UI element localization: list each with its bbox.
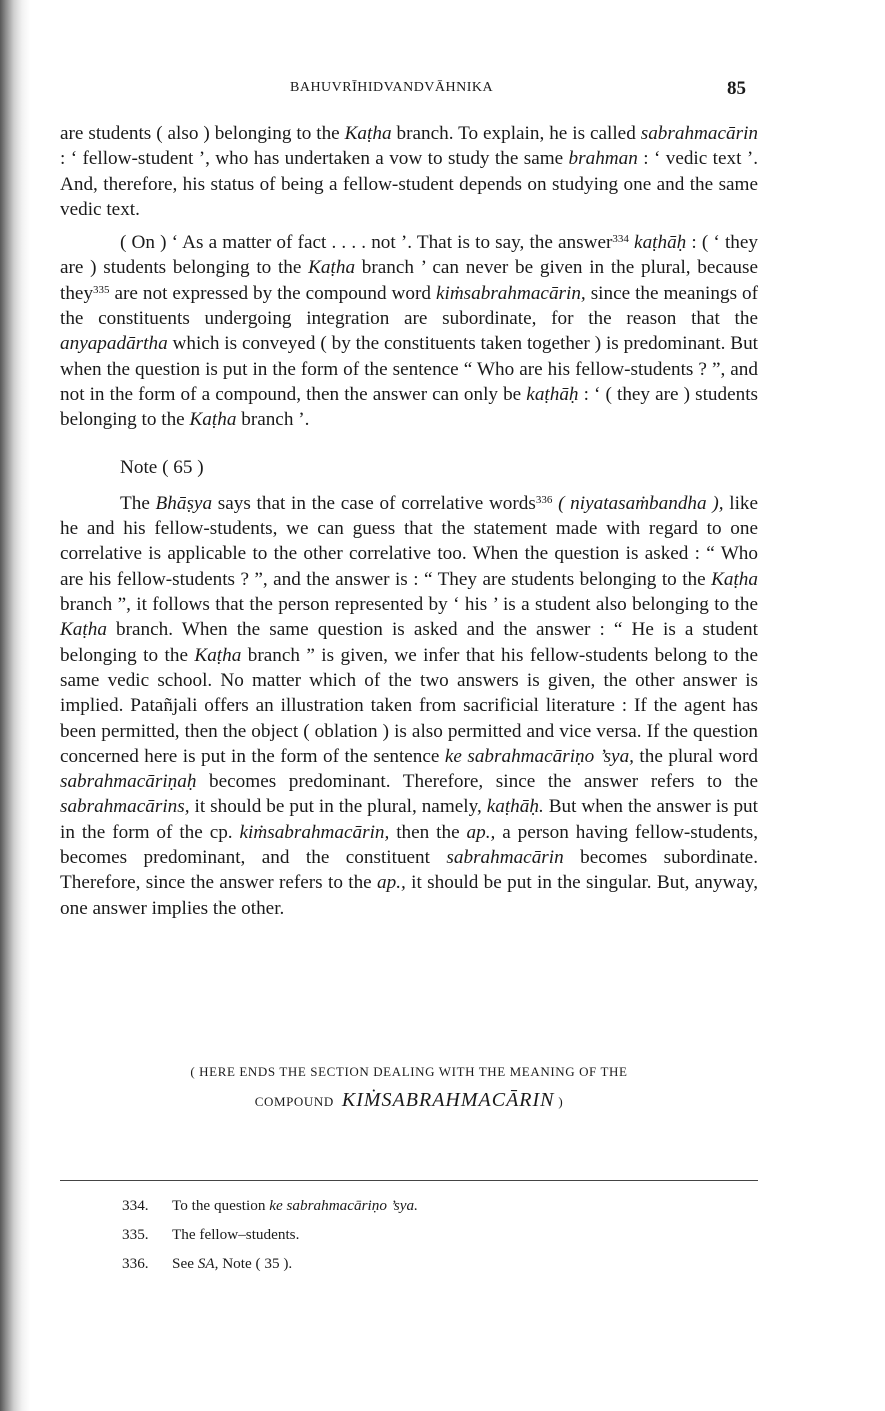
- page-binding-shadow: [0, 0, 30, 1411]
- note-heading: Note ( 65 ): [120, 456, 204, 478]
- section-end-note: [60, 1058, 758, 1116]
- page-number: 85: [727, 78, 746, 99]
- footnotes: [122, 1191, 418, 1278]
- paragraph-3: The Bhāṣya says that in the case of correlative words$^{336}$ ( niyatasaṁbandha ), like he and his fellow-students, we can guess that the statement made with regard to one correlative is applicable to the other correlative too. When the question is asked : “ Who are his fellow-students ? ”, and the answer is : “ They are students belonging to the Kaṭha branch ”, it follows that the person represented by ‘ his ’ is a student also belonging to the Kaṭha branch. When the same question is asked and the answer : “ He is a student belonging to the Kaṭha branch ” is given, we infer that his fellow-students belong to the same vedic school. No matter which of the two answers is given, the other answer is implied. Patañjali offers an illustration taken from sacrificial literature : If the agent has been permitted, then the object ( oblation ) is also permitted and vice versa. If the question concerned here is put in the form of the sentence ke sabrahmacāriṇo ’sya, the plural word sabrahmacāriṇaḥ becomes predominant. Therefore, since the answer refers to the sabrahmacārins, it should be put in the plural, namely, kaṭhāḥ. But when the answer is put in the form of the cp. kiṁsabrahmacārin, then the ap., a person having fellow-students, becomes predominant, and the constituent sabrahmacārin becomes subordinate. Therefore, since the answer refers to the ap., it should be put in the singular. But, anyway, one answer implies the other.: [60, 492, 759, 919]
- footnote-334: 334. To the question ke sabrahmacāriṇo ’sya.: [122, 1197, 418, 1214]
- page-header: [60, 78, 758, 102]
- footnote-ref-335[interactable]: 335: [93, 283, 110, 296]
- section-end-line-1: ( HERE ENDS THE SECTION DEALING WITH THE MEANING OF THE: [190, 1064, 628, 1079]
- paragraph-1: are students ( also ) belonging to the Kaṭha branch. To explain, he is called sabrahmacārin : ‘ fellow-student ’, who has undertaken a vow to study the same brahman : ‘ vedic text ’. And, therefore, his status of being a fellow-student depends on studying one and the same vedic text.: [60, 123, 759, 220]
- running-title: BAHUVRĪHIDVANDVĀHNIKA: [290, 80, 494, 95]
- footnote-ref-336[interactable]: 336: [535, 493, 553, 506]
- footnote-ref-334[interactable]: 334: [612, 233, 629, 246]
- footnote-divider: [60, 1180, 758, 1181]
- body-text: [60, 121, 758, 921]
- paragraph-2: ( On ) ‘ As a matter of fact . . . . not ’. That is to say, the answer$^{334}$ kaṭhāḥ : ( ‘ they are ) students belonging to the Kaṭha branch ’ can never be given in the plural, because they$^{335}$ are not expressed by the compound word kiṁsabrahmacārin, since the meanings of the constituents undergoing integration are subordinate, for the reason that the anyapadārtha which is conveyed ( by the constituents taken together ) is predominant. But when the question is put in the form of the sentence “ Who are his fellow-students ? ”, and not in the form of a compound, then the answer can only be kaṭhāḥ : ‘ ( they are ) students belonging to the Kaṭha branch ’.: [60, 232, 759, 431]
- footnote-336: 336. See SA, Note ( 35 ).: [122, 1255, 293, 1272]
- section-end-line-2: COMPOUND KIṀSABRAHMACĀRIN ): [254, 1089, 564, 1111]
- footnote-335: 335. The fellow–students.: [122, 1226, 300, 1243]
